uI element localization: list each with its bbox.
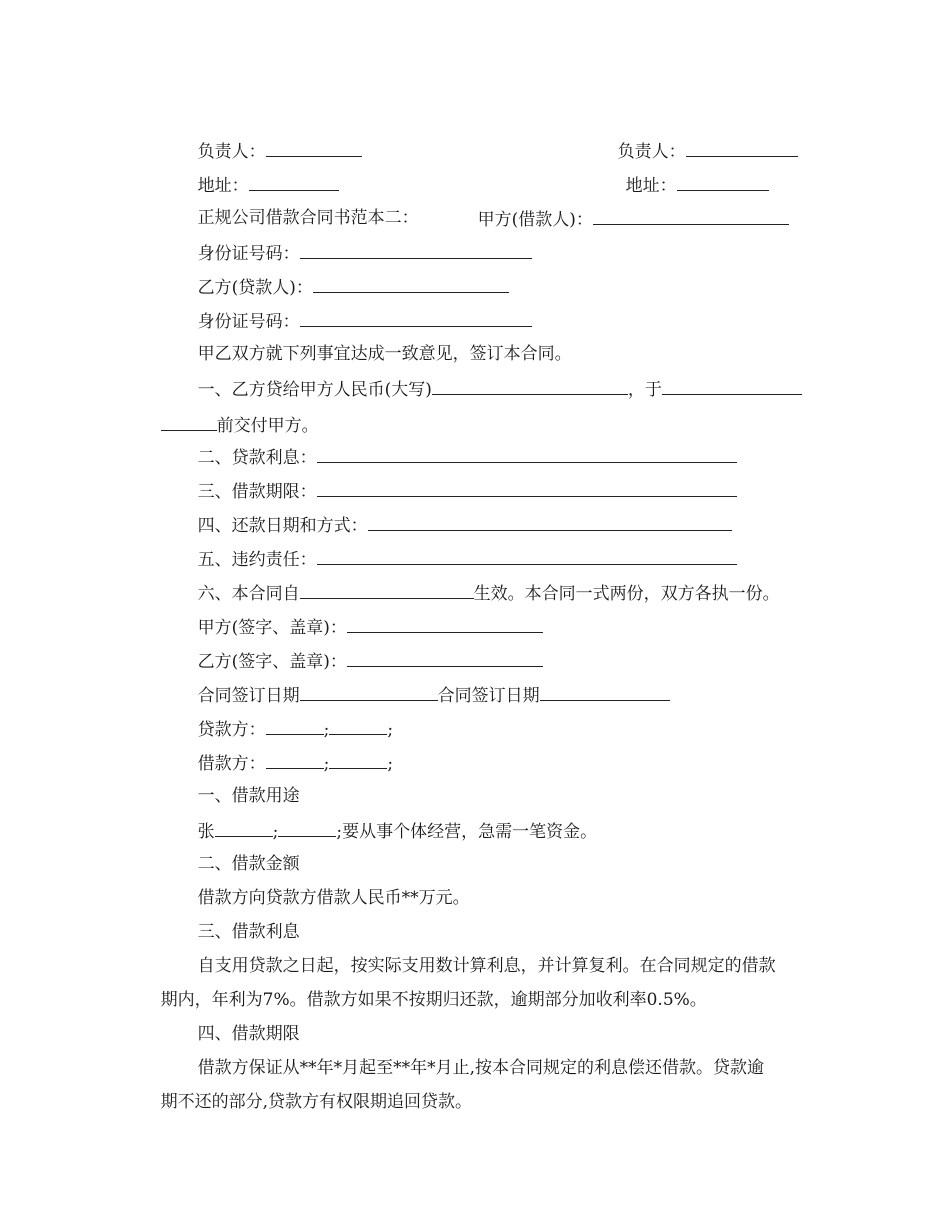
sign-a-label: 甲方(签字、盖章)：	[197, 618, 347, 638]
section-3-title-text: 三、借款利息	[197, 922, 300, 942]
clause-1-comma: ，于	[627, 380, 662, 400]
agreement-intro-text: 甲乙双方就下列事宜达成一致意见，签订本合同。	[197, 344, 572, 364]
clause-5-label: 五、违约责任：	[197, 550, 317, 570]
amount-blank	[432, 378, 628, 395]
semicolon: ;	[323, 720, 330, 740]
section-4-line-2	[139, 1072, 472, 1132]
clause-2-label: 二、贷款利息：	[197, 448, 317, 468]
section-4-text: 借款方保证从**年*月起至**年*月止,按本合同规定的利息偿还借款。贷款逾	[197, 1058, 765, 1078]
party-a-blank	[593, 208, 789, 225]
address-label: 地址：	[625, 176, 677, 196]
semicolon: ;	[387, 720, 394, 740]
responsible-label: 负责人：	[197, 142, 266, 162]
section-1-title-text: 一、借款用途	[197, 786, 300, 806]
semicolon: ;	[323, 754, 330, 774]
sign-date-label: 合同签订日期	[437, 686, 540, 706]
clause-3-label: 三、借款期限：	[197, 482, 317, 502]
section-4-text: 期不还的部分,贷款方有权限期追回贷款。	[160, 1092, 473, 1112]
date-blank	[662, 378, 802, 395]
clause-1-text: 一、乙方贷给甲方人民币(大写)	[197, 380, 432, 400]
section-4-title-text: 四、借款期限	[197, 1024, 300, 1044]
sample-title: 正规公司借款合同书范本二：	[197, 208, 419, 228]
clause-6-tail: 生效。本合同一式两份，双方各执一份。	[473, 584, 780, 604]
party-a-label: 甲方(借款人)：	[477, 210, 593, 230]
clause-1-end: 前交付甲方。	[216, 416, 319, 436]
id-label: 身份证号码：	[197, 244, 300, 264]
id-label: 身份证号码：	[197, 312, 300, 332]
section-1-prefix: 张	[197, 822, 215, 842]
party-b-label: 乙方(贷款人)：	[197, 278, 313, 298]
section-2-title-text: 二、借款金额	[197, 854, 300, 874]
sign-date-label: 合同签订日期	[197, 686, 300, 706]
section-1-tail: ;要从事个体经营，急需一笔资金。	[336, 822, 598, 842]
address-label: 地址：	[197, 176, 249, 196]
section-3-text: 期内，年利为7%。借款方如果不按期归还款，逾期部分加收利率0.5%。	[160, 990, 707, 1010]
clause-6-text: 六、本合同自	[197, 584, 300, 604]
borrower-label: 借款方：	[197, 754, 266, 774]
sign-b-label: 乙方(签字、盖章)：	[197, 652, 347, 672]
section-2-body-text: 借款方向贷款方借款人民币**万元。	[197, 888, 470, 908]
borrower-blank	[329, 752, 387, 769]
responsible-label: 负责人：	[617, 142, 686, 162]
clause-4-label: 四、还款日期和方式：	[197, 516, 368, 536]
semicolon: ;	[272, 822, 279, 842]
sign-date-blank	[540, 684, 670, 701]
section-3-text: 自支用贷款之日起，按实际支用数计算利息，并计算复利。在合同规定的借款	[197, 956, 776, 976]
semicolon: ;	[387, 754, 394, 774]
lender-label: 贷款方：	[197, 720, 266, 740]
